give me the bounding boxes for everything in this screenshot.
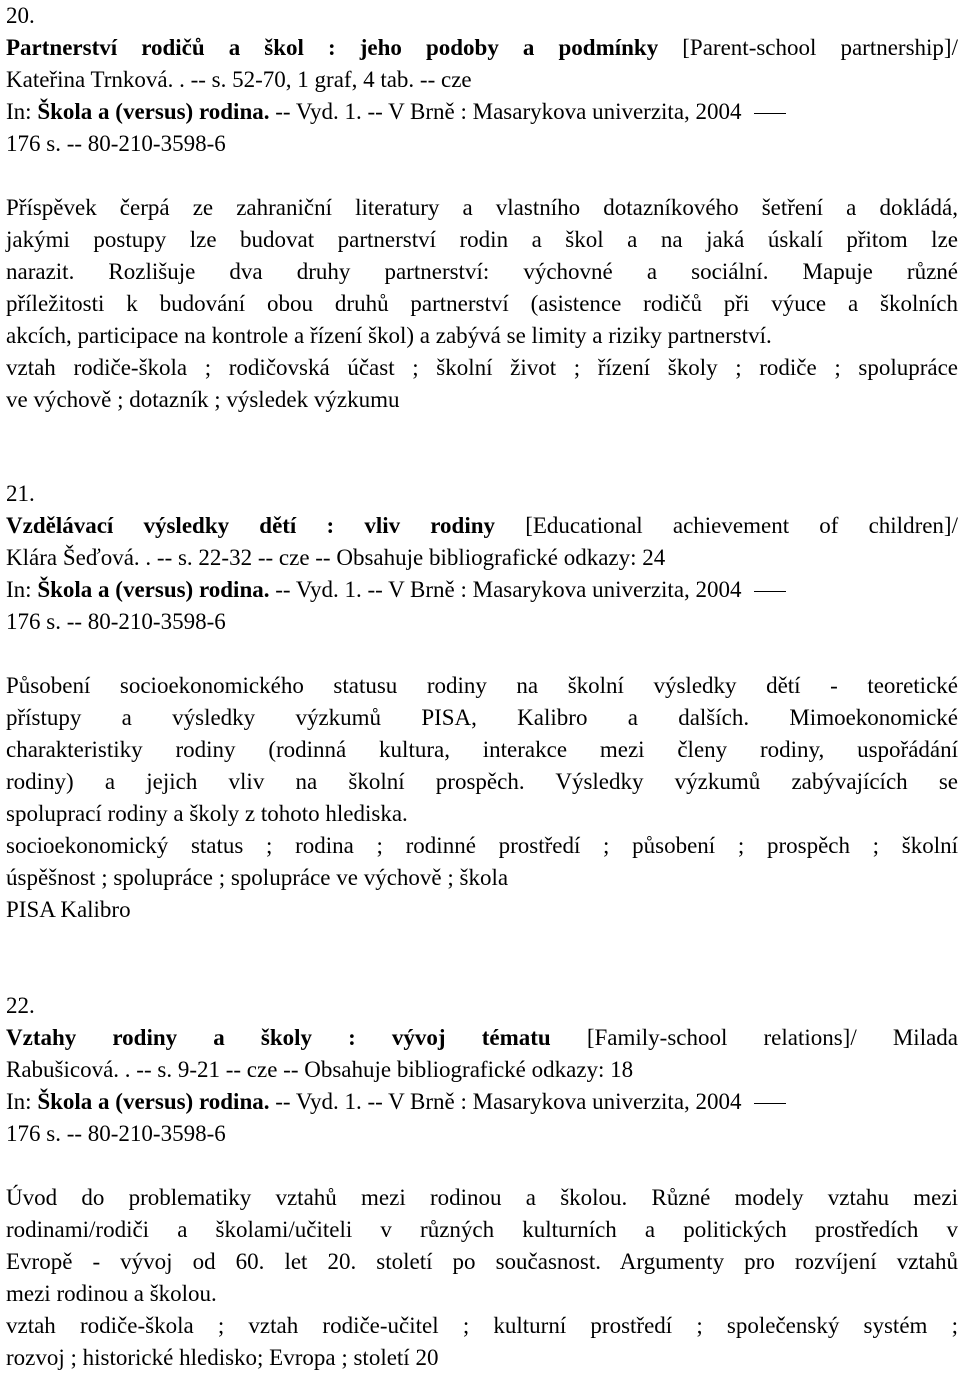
abstract-line: narazit. Rozlišuje dva druhy partnerství: výchovné a sociální. Mapuje různé bbox=[6, 259, 958, 284]
abstract-line: přístupy a výsledky výzkumů PISA, Kalibro a dalších. Mimoekonomické bbox=[6, 705, 958, 730]
entry-title-translation: [Family-school relations]/ Milada bbox=[550, 1025, 959, 1050]
source-details: -- Vyd. 1. -- V Brně : Masarykova univerzita, 2004 bbox=[269, 577, 742, 602]
entry-source bbox=[6, 1086, 786, 1118]
entry-number: 22. bbox=[6, 993, 35, 1018]
entry-pages-isbn: 176 s. -- 80-210-3598-6 bbox=[6, 131, 226, 156]
abstract-line: příležitosti k budování obou druhů partnerství (asistence rodičů při výuce a školních bbox=[6, 291, 958, 316]
source-title: Škola a (versus) rodina. bbox=[37, 1089, 270, 1114]
abstract-line: rodiny) a jejich vliv na školní prospěch. Výsledky výzkumů zabývajících se bbox=[6, 769, 958, 794]
entry-title-line bbox=[6, 510, 958, 542]
abstract-line: Příspěvek čerpá ze zahraniční literatury a vlastního dotazníkového šetření a dokládá, bbox=[6, 195, 958, 220]
abstract-line: Evropě - vývoj od 60. let 20. století po současnost. Argumenty pro rozvíjení vztahů bbox=[6, 1249, 958, 1274]
abstract-line: Působení socioekonomického statusu rodiny na školní výsledky dětí - teoretické bbox=[6, 673, 958, 698]
source-details: -- Vyd. 1. -- V Brně : Masarykova univerzita, 2004 bbox=[269, 99, 742, 124]
source-prefix: In: bbox=[6, 1089, 38, 1114]
entry-number: 21. bbox=[6, 481, 35, 506]
keywords-line: vztah rodiče-škola ; rodičovská účast ; školní život ; řízení školy ; rodiče ; spolupráce bbox=[6, 355, 958, 380]
dash-rule bbox=[754, 113, 786, 114]
entry-title-line bbox=[6, 32, 958, 64]
entry-number: 20. bbox=[6, 3, 35, 28]
source-title: Škola a (versus) rodina. bbox=[37, 99, 270, 124]
keywords-line: úspěšnost ; spolupráce ; spolupráce ve výchově ; škola bbox=[6, 865, 509, 890]
keywords-line: vztah rodiče-škola ; vztah rodiče-učitel ; kulturní prostředí ; společenský systém ; bbox=[6, 1313, 958, 1338]
abstract-line: akcích, participace na kontrole a řízení škol) a zabývá se limity a riziky partnerství. bbox=[6, 323, 772, 348]
keywords-line: socioekonomický status ; rodina ; rodinné prostředí ; působení ; prospěch ; školní bbox=[6, 833, 958, 858]
entry-pages-isbn: 176 s. -- 80-210-3598-6 bbox=[6, 609, 226, 634]
keywords-line: ve výchově ; dotazník ; výsledek výzkumu bbox=[6, 387, 400, 412]
dash-rule bbox=[754, 1103, 786, 1104]
keywords-line: rozvoj ; historické hledisko; Evropa ; století 20 bbox=[6, 1345, 439, 1370]
entry-pages-isbn: 176 s. -- 80-210-3598-6 bbox=[6, 1121, 226, 1146]
entry-title-translation: [Parent-school partnership]/ bbox=[658, 35, 958, 60]
entry-authors: Rabušicová. . -- s. 9-21 -- cze -- Obsahuje bibliografické odkazy: 18 bbox=[6, 1057, 634, 1082]
source-prefix: In: bbox=[6, 577, 38, 602]
abstract-line: charakteristiky rodiny (rodinná kultura, interakce mezi členy rodiny, uspořádání bbox=[6, 737, 958, 762]
abstract-line: jakými postupy lze budovat partnerství rodin a škol a na jaká úskalí přitom lze bbox=[6, 227, 958, 252]
source-prefix: In: bbox=[6, 99, 38, 124]
entry-title-translation: [Educational achievement of children]/ bbox=[495, 513, 958, 538]
abstract-line: Úvod do problematiky vztahů mezi rodinou a školou. Různé modely vztahu mezi bbox=[6, 1185, 958, 1210]
abstract-line: rodinami/rodiči a školami/učiteli v různých kulturních a politických prostředích v bbox=[6, 1217, 958, 1242]
entry-title: Vztahy rodiny a školy : vývoj tématu bbox=[6, 1025, 551, 1050]
entry-title: Vzdělávací výsledky dětí : vliv rodiny bbox=[6, 513, 496, 538]
entry-authors: Klára Šeďová. . -- s. 22-32 -- cze -- Obsahuje bibliografické odkazy: 24 bbox=[6, 545, 666, 570]
source-title: Škola a (versus) rodina. bbox=[37, 577, 270, 602]
extra-keywords: PISA Kalibro bbox=[6, 897, 131, 922]
entry-authors: Kateřina Trnková. . -- s. 52-70, 1 graf, 4 tab. -- cze bbox=[6, 67, 472, 92]
source-details: -- Vyd. 1. -- V Brně : Masarykova univerzita, 2004 bbox=[269, 1089, 742, 1114]
entry-title: Partnerství rodičů a škol : jeho podoby a podmínky bbox=[6, 35, 659, 60]
abstract-line: mezi rodinou a školou. bbox=[6, 1281, 217, 1306]
entry-source bbox=[6, 574, 786, 606]
entry-source bbox=[6, 96, 786, 128]
entry-title-line bbox=[6, 1022, 958, 1054]
dash-rule bbox=[754, 591, 786, 592]
abstract-line: spoluprací rodiny a školy z tohoto hlediska. bbox=[6, 801, 408, 826]
